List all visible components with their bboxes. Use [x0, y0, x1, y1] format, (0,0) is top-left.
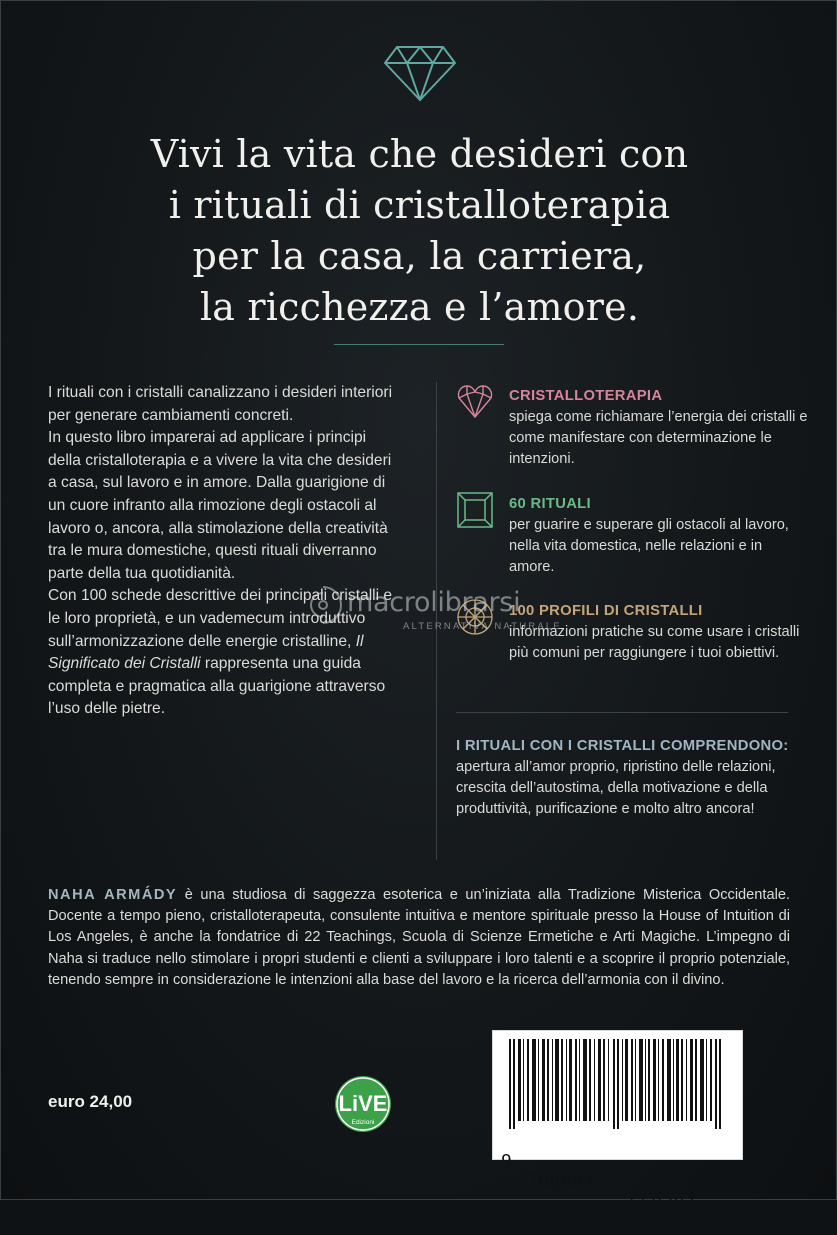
description-paragraph-2: In questo libro imparerai ad applicare i principi della cristalloterapia e a vivere la vita che desideri a casa, sul lavoro e in amore. Dalla guarigione di un cuore infranto alla rimozione degli ostacoli al lavoro o, ancora, alla stimolazione della creatività tra le mura domestiche, questi rituali diverranno parte della tua quotidianità. — [48, 429, 392, 582]
watermark — [301, 581, 581, 641]
barcode-number — [501, 1130, 736, 1235]
barcode-group-1: 788887 — [527, 1172, 594, 1193]
feature-text: spiega come richiamare l’energia dei cristalli e come manifestare con determinazione le intenzioni. — [509, 409, 808, 467]
feature-title: 100 PROFILI DI CRISTALLI — [509, 603, 703, 619]
watermark-logo-icon — [301, 583, 345, 627]
book-title-italic: Il Significato dei Cristalli — [48, 632, 364, 673]
barcode-lead-digit: 9 — [501, 1151, 513, 1172]
headline — [61, 129, 778, 333]
publisher-logo-text: LiVE — [338, 1091, 388, 1116]
barcode — [492, 1030, 743, 1214]
headline-line-1: Vivi la vita che desideri con — [150, 132, 689, 176]
feature-title: CRISTALLOTERAPIA — [509, 388, 663, 404]
description-p3-start: Con 100 schede descrittive dei principali cristalli e le loro proprietà, e un vademecum introduttivo sull’armonizzazione delle energie cristalline, — [48, 587, 393, 650]
square-crystal-icon — [456, 491, 494, 529]
price: euro 24,00 — [48, 1092, 133, 1111]
rituals-include-title: I RITUALI CON I CRISTALLI COMPRENDONO: — [456, 738, 789, 754]
author-bio — [48, 885, 790, 991]
headline-line-3: per la casa, la carriera, — [192, 234, 647, 278]
author-bio-text: è una studiosa di saggezza esoterica e un’iniziata alla Tradizione Misterica Occidentale. Docente a tempo pieno, cristalloterapeuta, consulente intuitiva e mentore spirituale presso la House of Intuition di Los Angeles, è anche la fondatrice di 22 Teachings, Scuola di Scienze Ermetiche e Arti Magiche. L’impegno di Naha si traduce nello stimolare i propri studenti e clienti a sviluppare i loro talenti e a scoprire il proprio potenziale, tenendo sempre in considerazione le intenzioni alla base del lavoro e la ricerca dell’armonia con il divino. — [48, 887, 790, 988]
watermark-tagline: ALTERNATIVA NATURALE — [403, 621, 562, 632]
headline-line-2: i rituali di cristalloterapia — [168, 183, 671, 227]
diamond-icon — [383, 43, 457, 103]
feature-text: per guarire e superare gli ostacoli al lavoro, nella vita domestica, nelle relazioni e in amore. — [509, 517, 789, 575]
barcode-group-2: 550207 — [629, 1193, 696, 1214]
publisher-logo-subtext: Edizioni — [351, 1119, 375, 1126]
description-column — [48, 382, 393, 721]
barcode-bars — [503, 1039, 732, 1129]
author-name: NAHA ARMÁDY — [48, 887, 178, 903]
feature-divider — [456, 712, 788, 713]
headline-line-4: la ricchezza e l’amore. — [199, 285, 640, 329]
rituals-include-section — [456, 736, 801, 820]
publisher-logo — [334, 1074, 392, 1134]
description-p3-end: rappresenta una guida completa e pragmatica alla guarigione attraverso l’uso delle pietre. — [48, 655, 386, 718]
description-paragraph-1: I rituali con i cristalli canalizzano i desideri interiori per generare cambiamenti concreti. — [48, 384, 393, 424]
watermark-brand: macrolibrarsi — [347, 587, 521, 618]
feature-text: informazioni pratiche su come usare i cristalli più comuni per raggiungere i tuoi obiettivi. — [509, 624, 800, 661]
headline-divider — [334, 344, 504, 345]
rituals-include-text: apertura all’amor proprio, ripristino delle relazioni, crescita dell’autostima, della motivazione e della produttività, purificazione e molto altro ancora! — [456, 759, 776, 817]
feature-title: 60 RITUALI — [509, 496, 591, 512]
heart-crystal-icon — [456, 383, 494, 421]
